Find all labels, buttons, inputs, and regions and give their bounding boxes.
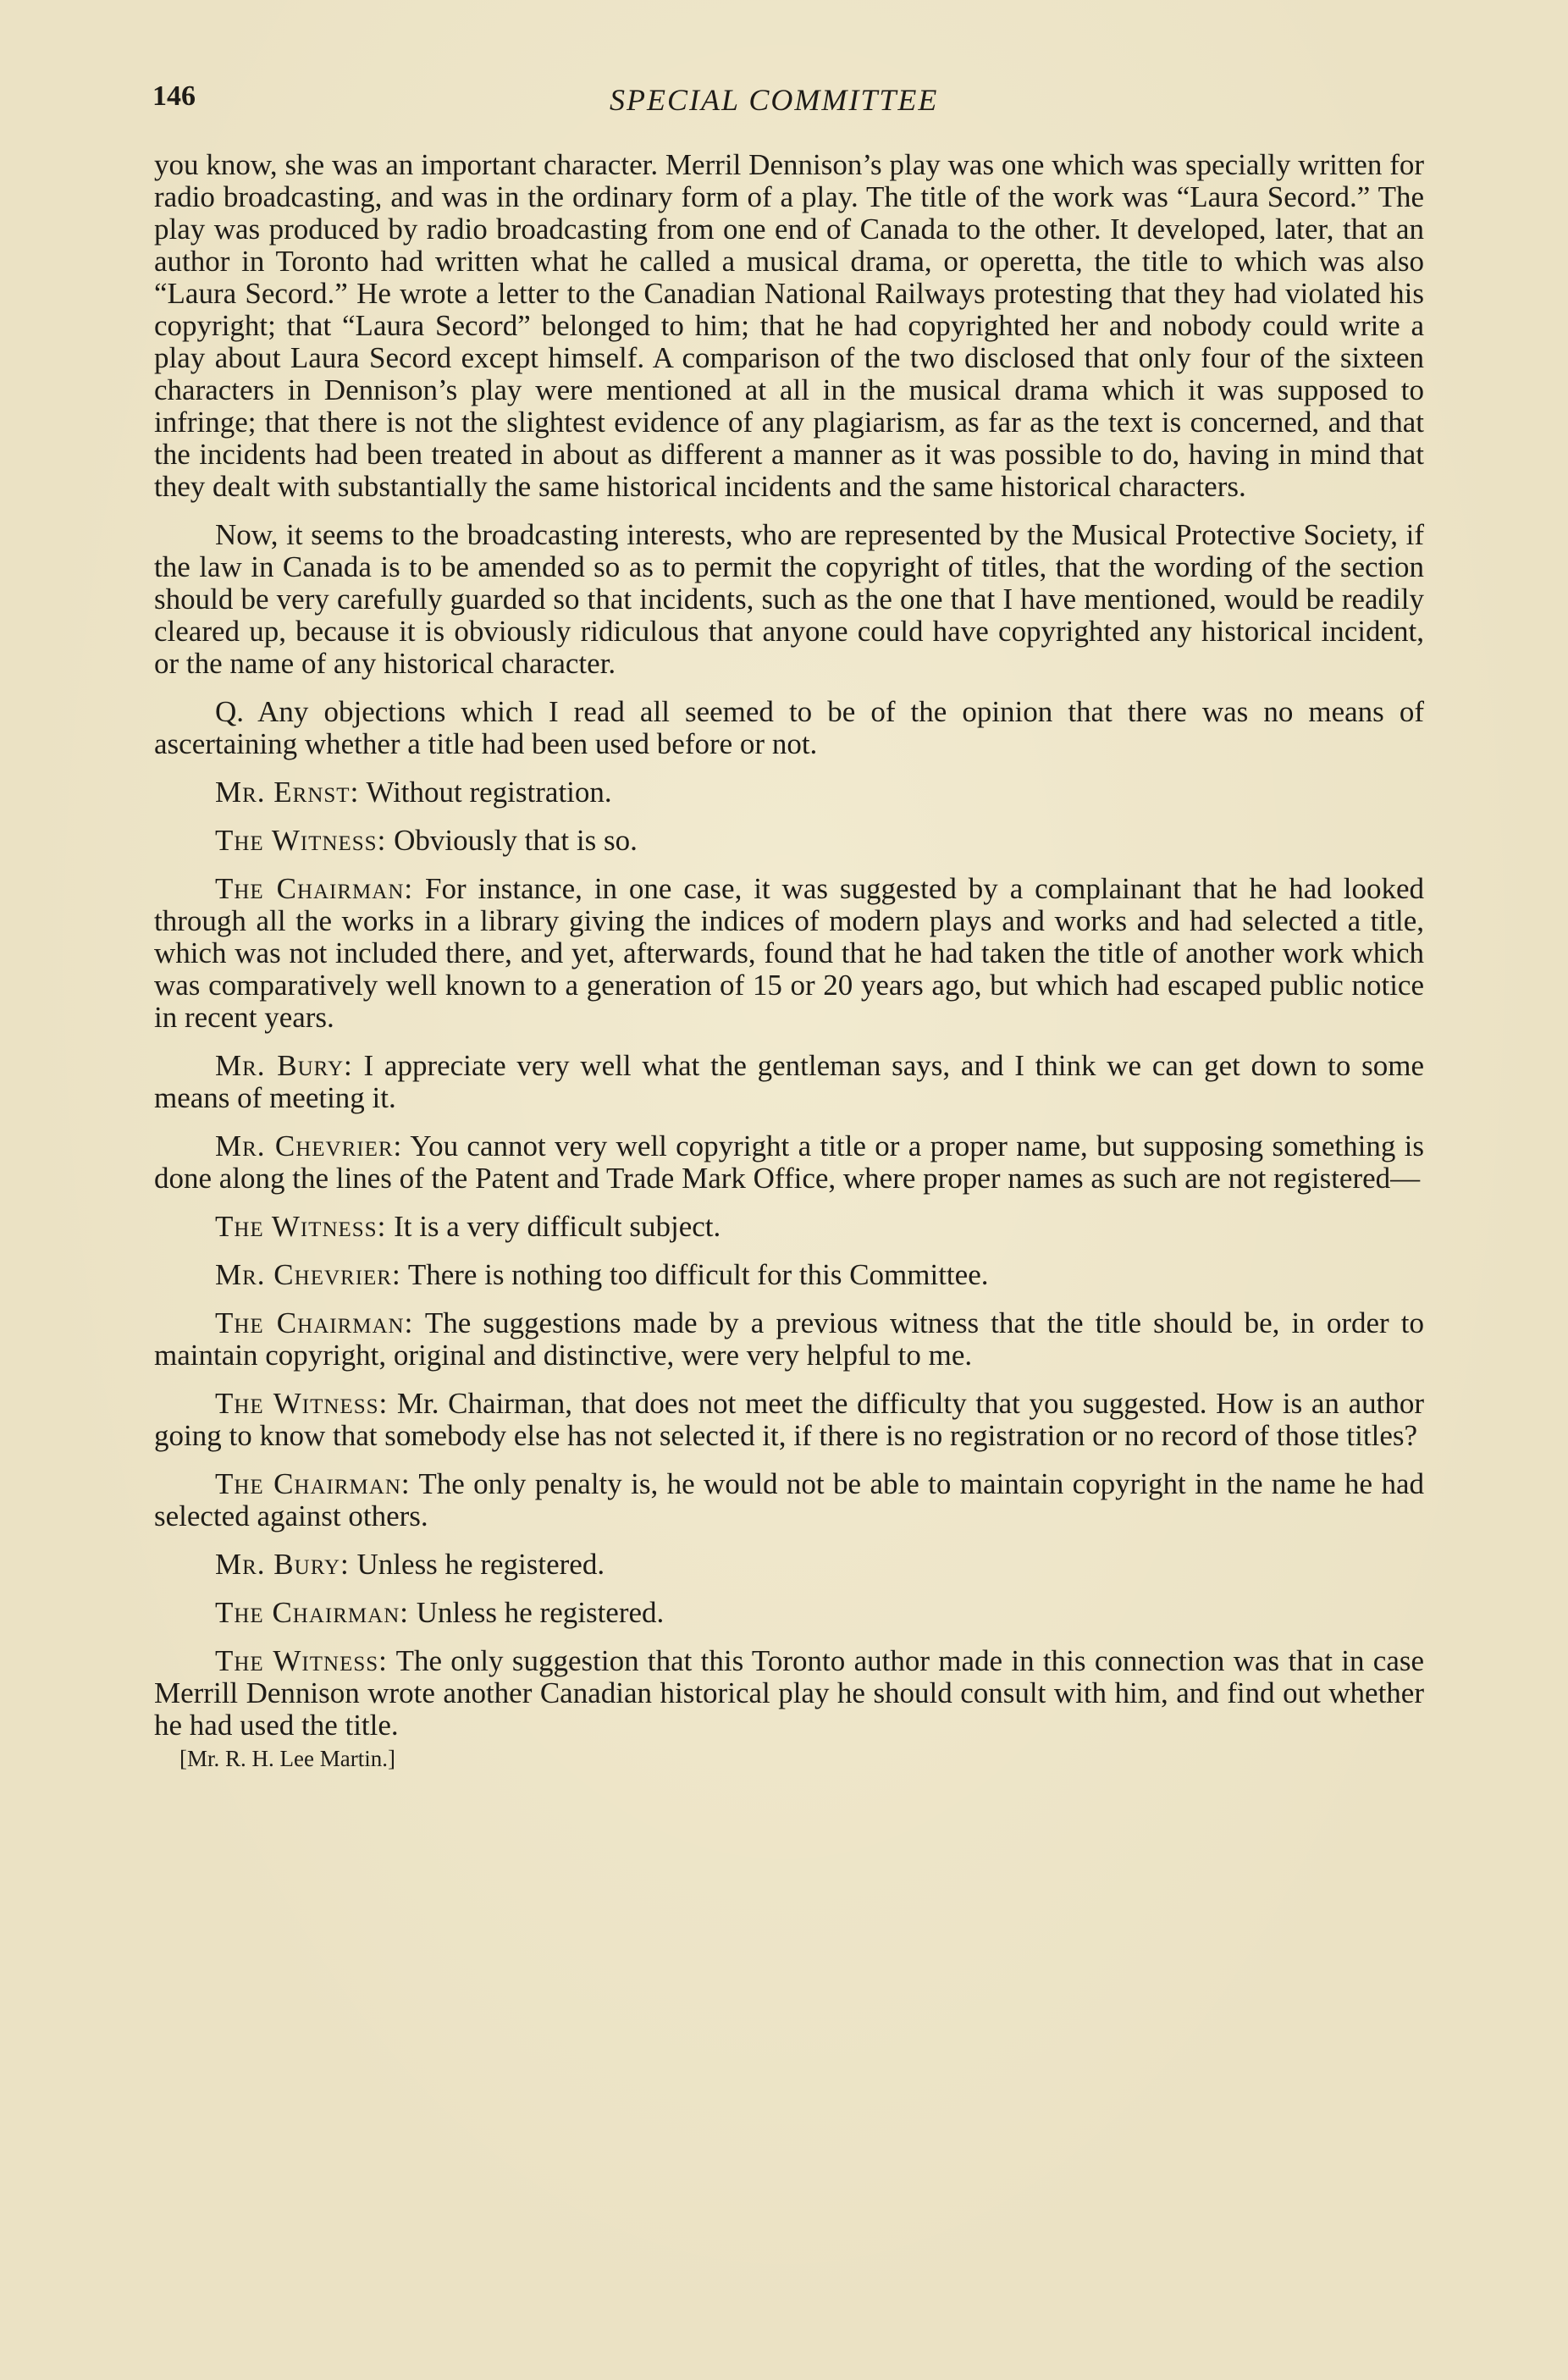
speech-text: You cannot very well copyright a title or a proper name, but supposing something is done along the lines of the Patent and Trade Mark Office, where proper names as such are not registered— (154, 1129, 1424, 1195)
speech-text: The only suggestion that this Toronto author made in this connection was that in case Merrill Dennison wrote another Canadian historical play he should consult with him, and find out whether he had used the title. (154, 1644, 1425, 1742)
dialogue-paragraph (154, 1050, 1424, 1114)
speech-text: Obviously that is so. (394, 824, 638, 857)
speech-text: The only penalty is, he would not be able to maintain copyright in the name he had selected against others. (154, 1467, 1424, 1532)
speech-text: Mr. Chairman, that does not meet the difficulty that you suggested. How is an author going to know that somebody else has not selected it, if there is no registration or no record of those titles? (154, 1387, 1424, 1452)
dialogue-paragraph (154, 1468, 1424, 1532)
speaker-label: Mr. Chevrier: (215, 1129, 403, 1162)
speaker-label: Mr. Bury: (215, 1548, 350, 1581)
dialogue-paragraph (154, 873, 1424, 1034)
speaker-label: Mr. Chevrier: (215, 1258, 401, 1291)
speaker-label: The Chairman: (215, 1467, 411, 1500)
speaker-label: The Chairman: (215, 1306, 414, 1339)
page-number: 146 (152, 80, 196, 112)
speaker-label: Mr. Ernst: (215, 776, 360, 809)
body-text (154, 149, 1424, 1771)
speaker-label: The Witness: (215, 1387, 389, 1420)
speaker-label: The Witness: (215, 824, 387, 857)
speech-text: Unless he registered. (416, 1596, 665, 1629)
speaker-label: The Witness: (215, 1644, 388, 1677)
speech-text: There is nothing too difficult for this Committee. (407, 1258, 989, 1291)
paragraph (154, 519, 1424, 680)
dialogue-paragraph (154, 1211, 1424, 1243)
paragraph-text: Q. Any objections which I read all seemed to be of the opinion that there was no means of ascertaining whether a title had been used before or not. (154, 695, 1424, 760)
dialogue-paragraph (154, 1645, 1424, 1742)
paragraph (154, 149, 1424, 503)
paragraph-text: you know, she was an important character. Merril Dennison’s play was one which was specially written for radio broadcasting, and was in the ordinary form of a play. The title of the work was “Laura Secord.” The play was produced by radio broadcasting from one end of Canada to the other. It developed, later, that an author in Toronto had written what he called a musical drama, or operetta, the title to which was also “Laura Secord.” He wrote a letter to the Canadian National Railways protesting that they had violated his copyright; that “Laura Secord” belonged to him; that he had copyrighted her and nobody could write a play about Laura Secord except himself. A comparison of the two disclosed that only four of the sixteen characters in Dennison’s play were mentioned at all in the musical drama which it was supposed to infringe; that there is not the slightest evidence of any plagiarism, as far as the text is concerned, and that the incidents had been treated in about as different a manner as it was possible to do, having in mind that they dealt with substantially the same historical incidents and the same historical characters. (154, 148, 1424, 503)
page-header (152, 80, 1422, 123)
speaker-attribution-note: [Mr. R. H. Lee Martin.] (179, 1746, 395, 1771)
speaker-label: The Chairman: (215, 872, 414, 905)
running-head: SPECIAL COMMITTEE (610, 83, 939, 117)
speech-text: It is a very difficult subject. (394, 1210, 721, 1243)
dialogue-paragraph (154, 825, 1424, 857)
dialogue-paragraph (154, 1549, 1424, 1581)
dialogue-paragraph (154, 776, 1424, 809)
speech-text: For instance, in one case, it was suggested by a complainant that he had looked through all the works in a library giving the indices of modern plays and works and had selected a title, which was not included there, and yet, afterwards, found that he had taken the title of another work which was comparatively well known to a generation of 15 or 20 years ago, but which had escaped public notice in recent years. (154, 872, 1424, 1034)
dialogue-paragraph (154, 1597, 1424, 1629)
speech-text: Unless he registered. (356, 1548, 605, 1581)
paragraph-text: Now, it seems to the broadcasting interests, who are represented by the Musical Protective Society, if the law in Canada is to be amended so as to permit the copyright of titles, that the wording of the section should be very carefully guarded so that incidents, such as the one that I have mentioned, would be readily cleared up, because it is obviously ridiculous that anyone could have copyrighted any historical incident, or the name of any historical character. (154, 518, 1424, 680)
speaker-label: The Witness: (215, 1210, 387, 1243)
dialogue-paragraph (154, 1259, 1424, 1291)
dialogue-paragraph (154, 1388, 1424, 1452)
question-paragraph (154, 696, 1424, 760)
speaker-label: The Chairman: (215, 1596, 409, 1629)
dialogue-paragraph (154, 1307, 1424, 1372)
speaker-label: Mr. Bury: (215, 1049, 353, 1082)
speech-text: The suggestions made by a previous witness that the title should be, in order to maintain copyright, original and distinctive, were very helpful to me. (154, 1306, 1424, 1372)
speech-text: I appreciate very well what the gentleman says, and I think we can get down to some means of meeting it. (154, 1049, 1424, 1114)
speech-text: Without registration. (366, 776, 612, 809)
dialogue-paragraph (154, 1130, 1424, 1195)
